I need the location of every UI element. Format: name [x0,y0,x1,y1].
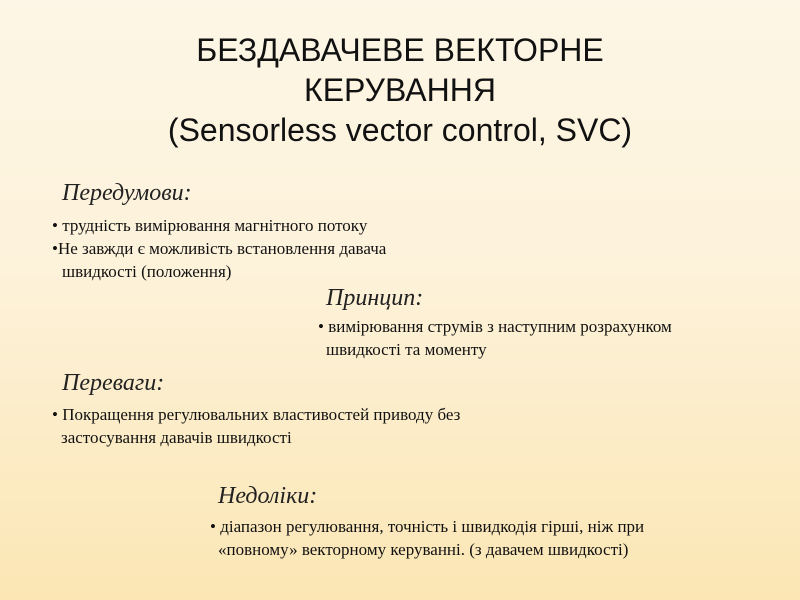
heading-principle: Принцип: [326,285,424,311]
heading-disadvantages: Недоліки: [218,483,318,509]
principle-bullet-1: • вимірювання струмів з наступним розрахунком [318,317,672,336]
advantages-bullets [52,403,460,449]
advantages-bullet-1-cont: застосування давачів швидкості [61,428,292,447]
title-line-1: БЕЗДАВАЧЕВЕ ВЕКТОРНЕ [196,32,604,68]
prerequisites-bullet-2: •Не завжди є можливість встановлення давача [52,239,387,258]
disadvantages-bullet-1: • діапазон регулювання, точність і швидкодія гірші, ніж при [210,517,645,536]
prerequisites-bullet-1: • трудність вимірювання магнітного потоку [52,216,368,235]
prerequisites-bullet-2-cont: швидкості (положення) [62,262,232,281]
principle-bullet-1-cont: швидкості та моменту [326,340,487,359]
title-line-2: КЕРУВАННЯ [304,72,496,108]
disadvantages-bullet-1-cont: «повному» векторному керуванні. (з давачем швидкості) [218,540,629,559]
heading-advantages: Переваги: [62,370,165,396]
title-line-3: (Sensorless vector control, SVC) [167,112,633,148]
advantages-bullet-1: • Покращення регулювальних властивостей приводу без [52,405,461,424]
heading-prerequisites: Передумови: [62,180,192,206]
disadvantages-bullets [210,515,644,561]
slide-title [0,30,800,150]
prerequisites-bullets [52,214,386,283]
principle-bullets [318,315,672,361]
